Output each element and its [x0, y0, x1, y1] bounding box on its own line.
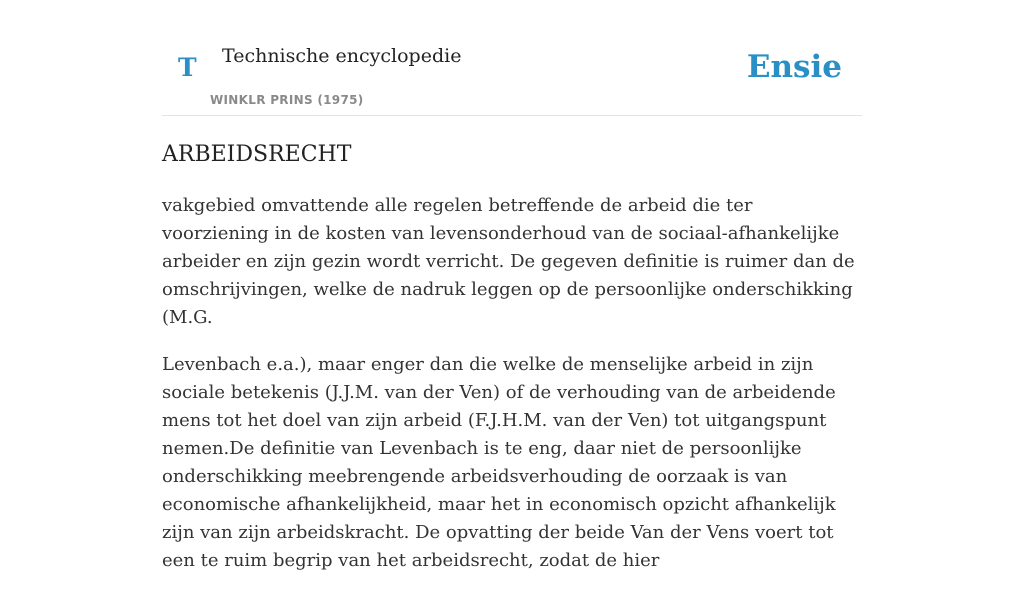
publication-subtitle: WINKLR PRINS (1975) — [210, 93, 364, 107]
publication-title[interactable]: Technische encyclopedie — [222, 45, 462, 67]
entry-paragraph-1: vakgebied omvattende alle regelen betreffende de arbeid die ter voorziening in de kosten van levensonderhoud van de sociaal-afhankelijke arbeider en zijn gezin wordt verricht. De gegeven definitie is ruimer dan de omschrijvingen, welke de nadruk leggen op de persoonlijke onderschikking (M.G. — [162, 195, 855, 328]
header — [162, 30, 862, 116]
brand-logo[interactable]: Ensie — [746, 49, 842, 85]
publication-logo[interactable]: T — [178, 53, 197, 82]
entry-title: ARBEIDSRECHT — [162, 142, 352, 167]
entry-paragraph-2: Levenbach e.a.), maar enger dan die welke de menselijke arbeid in zijn sociale betekenis (J.J.M. van der Ven) of de verhouding van de arbeidende mens tot het doel van zijn arbeid (F.J.H.M. van der Ven) tot uitgangspunt nemen.De definitie van Levenbach is te eng, daar niet de persoonlijke onderschikking meebrengende arbeidsverhouding de oorzaak is van economische afhankelijkheid, maar het in economisch opzicht afhankelijk zijn van zijn arbeidskracht. De opvatting der beide Van der Vens voert tot een te ruim begrip van het arbeidsrecht, zodat de hier — [162, 354, 836, 571]
entry-body — [162, 192, 862, 594]
